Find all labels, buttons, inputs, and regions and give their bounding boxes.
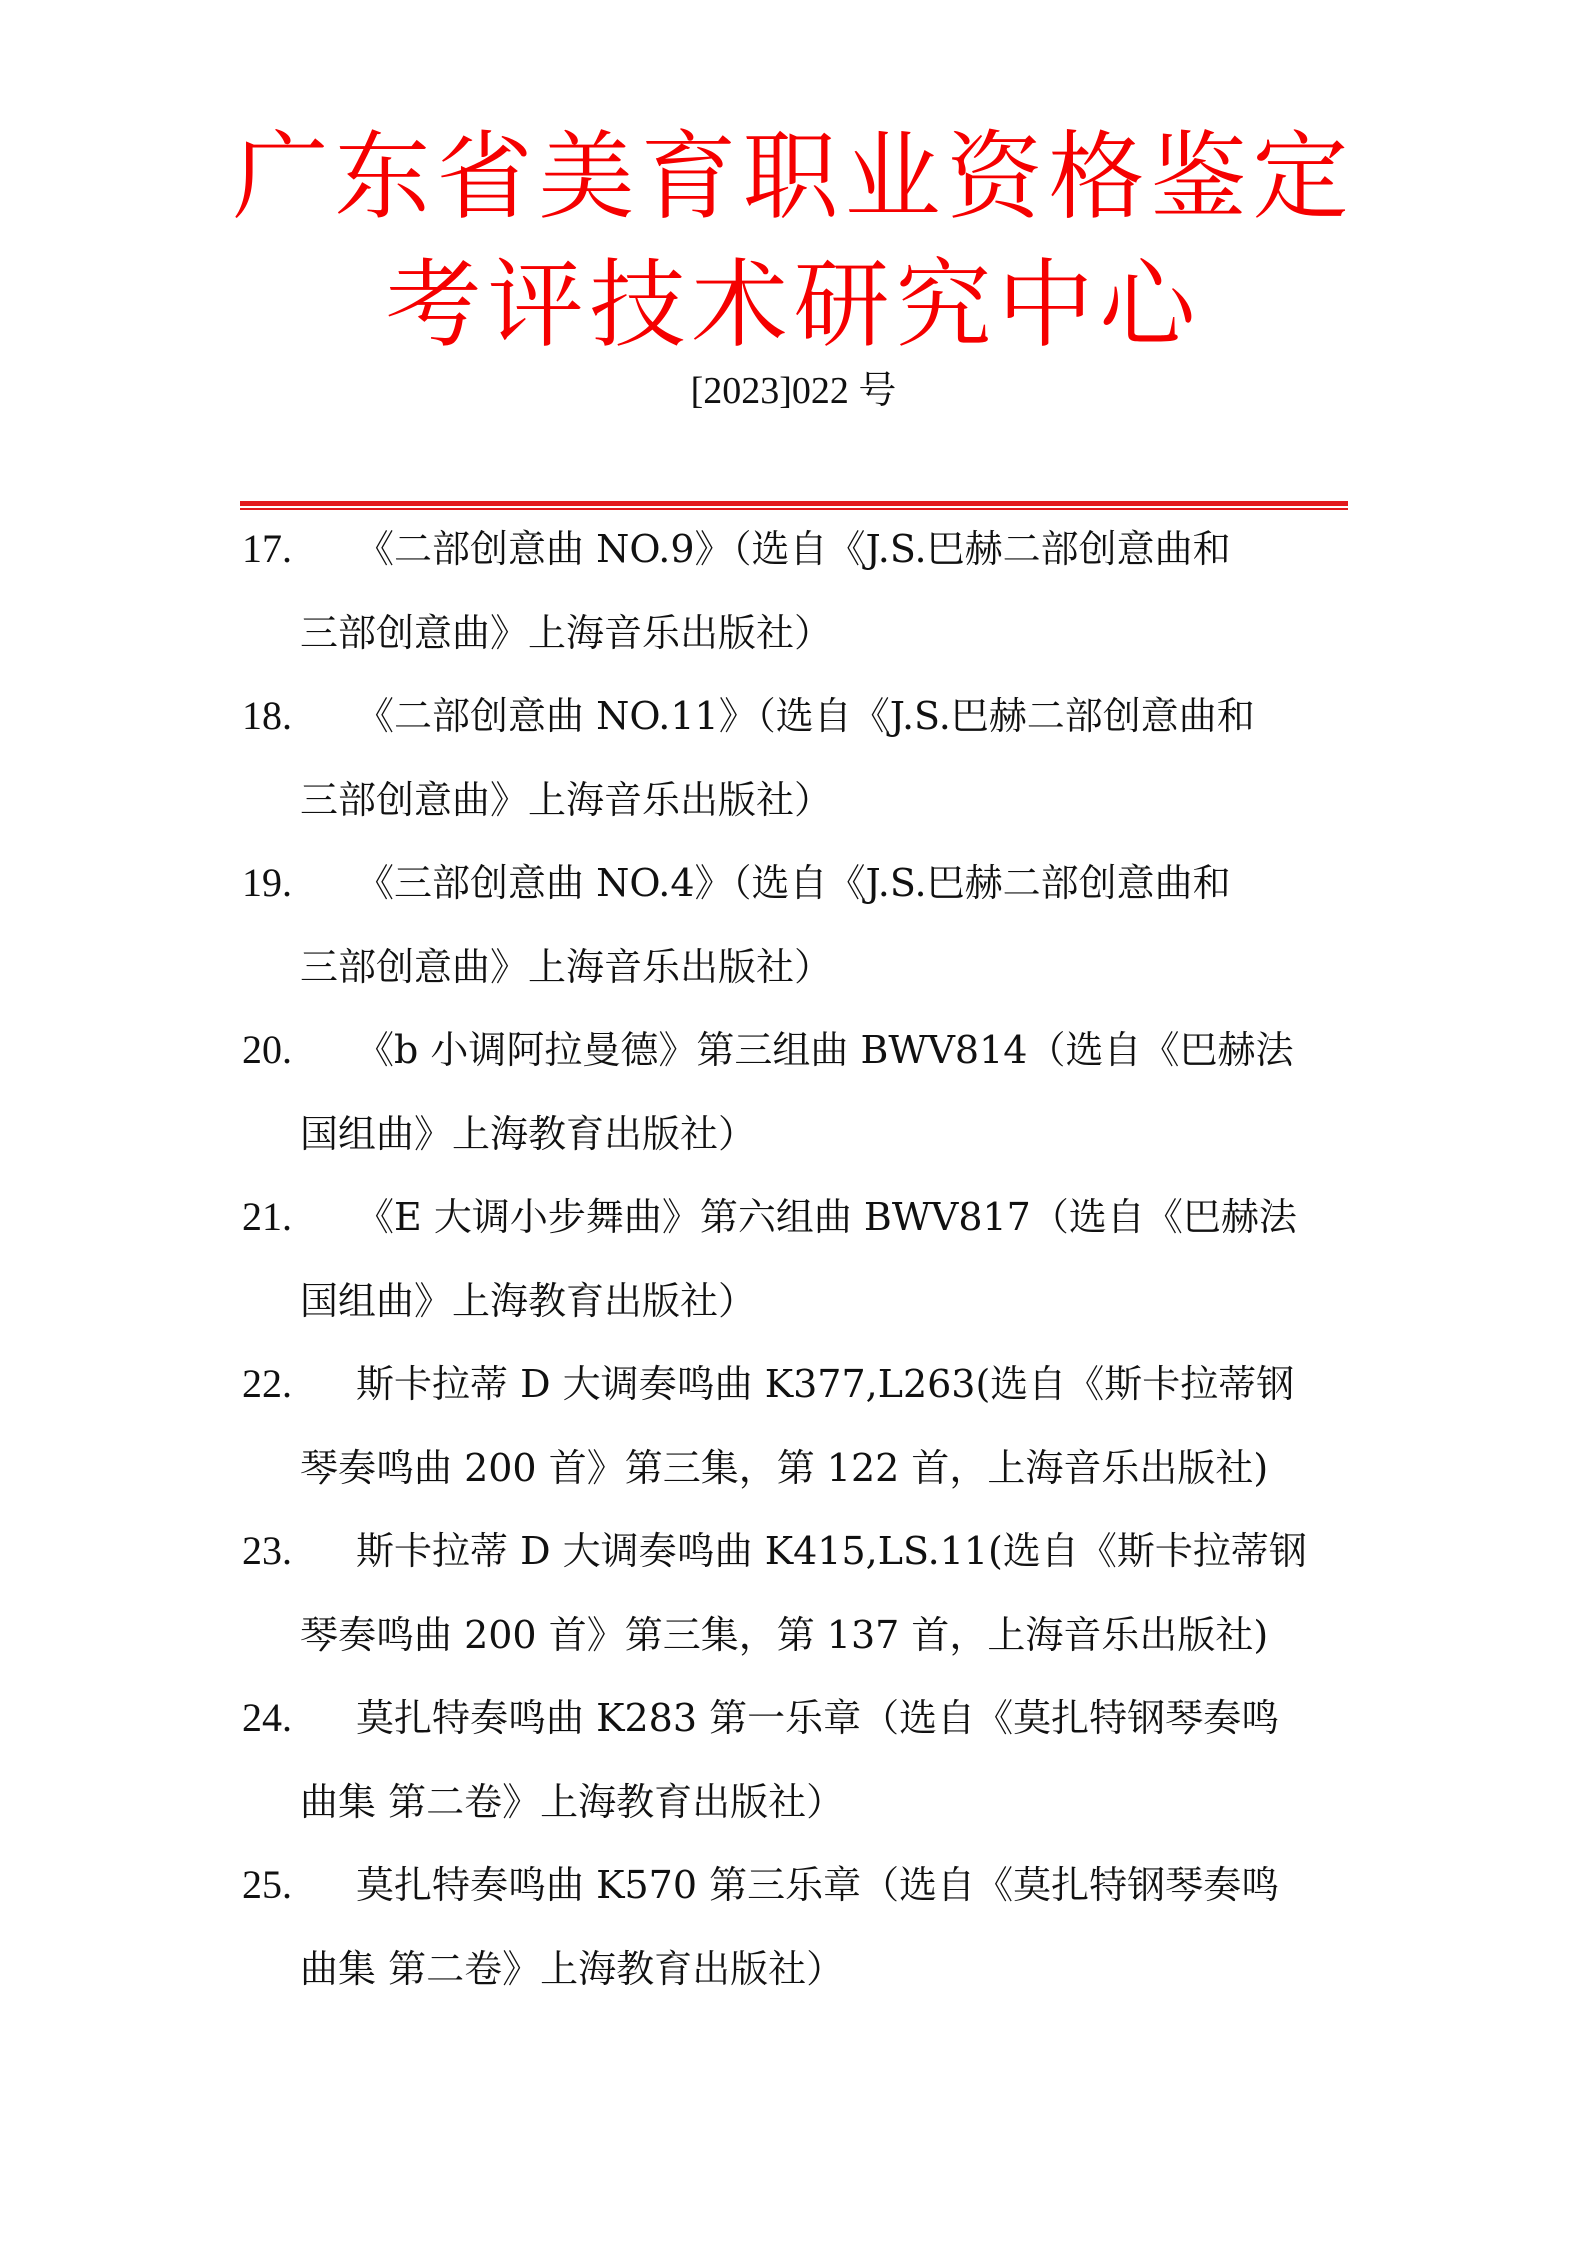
item-number: 17. [242, 526, 292, 571]
org-title-line-1: 广东省美育职业资格鉴定 [232, 121, 1355, 233]
list-item [242, 1355, 1352, 1522]
item-number: 18. [242, 693, 292, 738]
item-text-line-1: 《E 大调小步舞曲》第六组曲 BWV817（选自《巴赫法 [356, 1195, 1297, 1239]
item-text-line-1: 斯卡拉蒂 D 大调奏鸣曲 K377,L263(选自《斯卡拉蒂钢 [356, 1362, 1295, 1406]
item-number: 20. [242, 1027, 292, 1072]
document-number: [2023]022 号 [690, 370, 897, 412]
item-text-line-2: 国组曲》上海教育出版社） [300, 1112, 757, 1156]
item-number: 21. [242, 1194, 292, 1239]
item-text-line-1: 莫扎特奏鸣曲 K283 第一乐章（选自《莫扎特钢琴奏鸣 [356, 1696, 1280, 1740]
header-rule-thin [240, 508, 1348, 510]
item-number: 22. [242, 1361, 292, 1406]
org-title-line-2: 考评技术研究中心 [385, 249, 1202, 361]
item-number: 23. [242, 1528, 292, 1573]
item-text-line-2: 琴奏鸣曲 200 首》第三集，第 122 首，上海音乐出版社) [300, 1446, 1269, 1490]
header-rule-thick [240, 501, 1348, 506]
item-text-line-1: 《b 小调阿拉曼德》第三组曲 BWV814（选自《巴赫法 [356, 1028, 1294, 1072]
item-text-line-2: 国组曲》上海教育出版社） [300, 1279, 757, 1323]
item-text-line-2: 琴奏鸣曲 200 首》第三集，第 137 首，上海音乐出版社) [300, 1613, 1269, 1657]
item-text-line-2: 三部创意曲》上海音乐出版社） [300, 945, 833, 989]
item-text-line-2: 三部创意曲》上海音乐出版社） [300, 778, 833, 822]
list-item [242, 1188, 1352, 1355]
list-item [242, 687, 1352, 854]
list-item [242, 1522, 1352, 1689]
item-text-line-1: 《二部创意曲 NO.9》（选自《J.S.巴赫二部创意曲和 [356, 527, 1231, 571]
item-text-line-2: 三部创意曲》上海音乐出版社） [300, 611, 833, 655]
item-number: 24. [242, 1695, 292, 1740]
item-text-line-1: 《二部创意曲 NO.11》（选自《J.S.巴赫二部创意曲和 [356, 694, 1255, 738]
item-text-line-1: 《三部创意曲 NO.4》（选自《J.S.巴赫二部创意曲和 [356, 861, 1231, 905]
list-item [242, 1856, 1352, 2023]
list-item [242, 854, 1352, 1021]
repertoire-list [242, 520, 1352, 2023]
list-item [242, 1021, 1352, 1188]
list-item [242, 1689, 1352, 1856]
item-text-line-2: 曲集 第二卷》上海教育出版社） [300, 1947, 845, 1991]
item-text-line-1: 莫扎特奏鸣曲 K570 第三乐章（选自《莫扎特钢琴奏鸣 [356, 1863, 1280, 1907]
item-number: 19. [242, 860, 292, 905]
item-text-line-1: 斯卡拉蒂 D 大调奏鸣曲 K415,LS.11(选自《斯卡拉蒂钢 [356, 1529, 1307, 1573]
item-text-line-2: 曲集 第二卷》上海教育出版社） [300, 1780, 845, 1824]
list-item [242, 520, 1352, 687]
item-number: 25. [242, 1862, 292, 1907]
